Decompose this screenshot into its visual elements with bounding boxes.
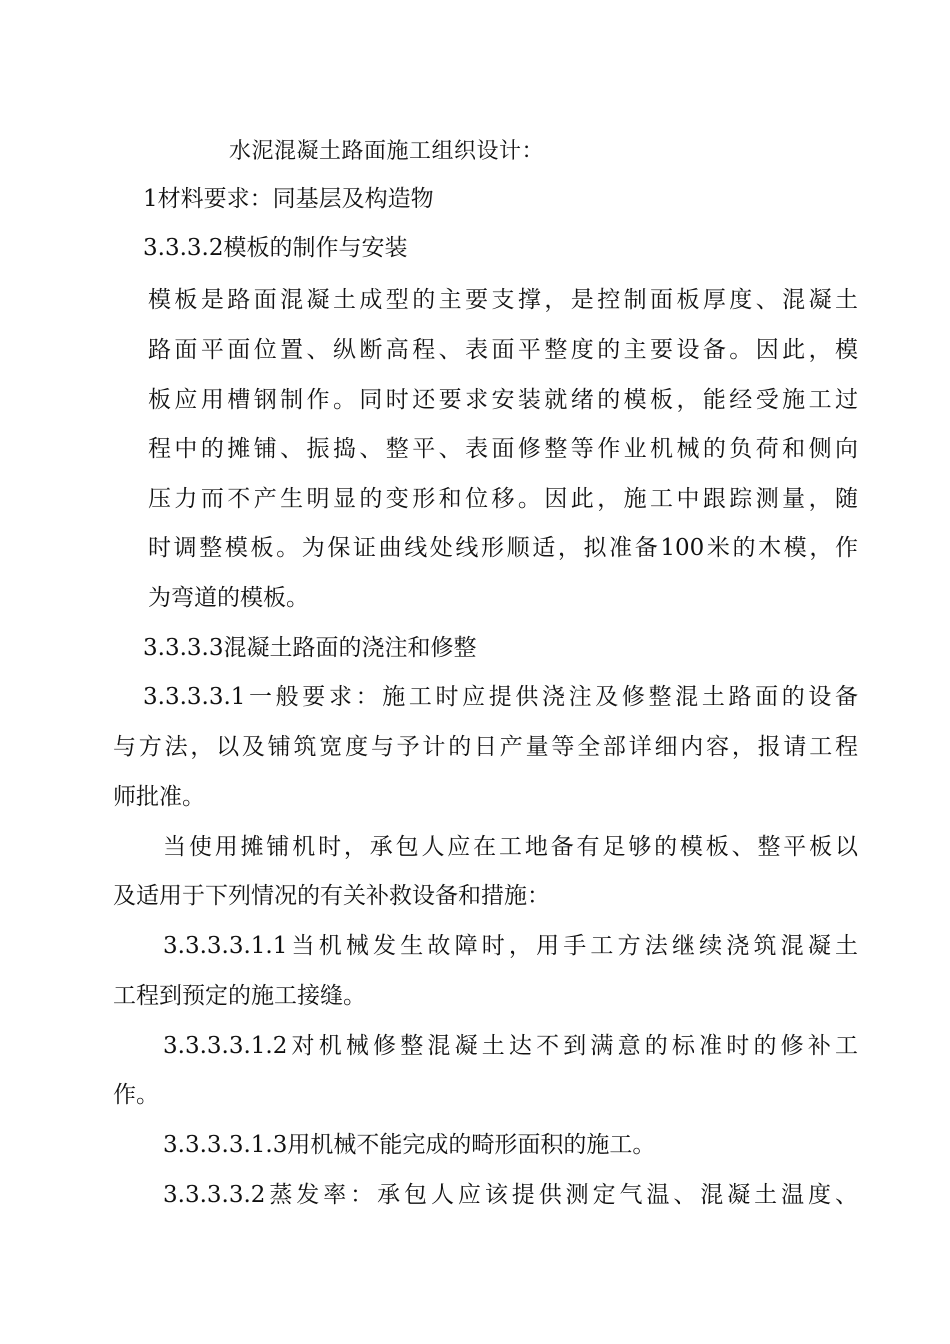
paragraph-line: 及适用于下列情况的有关补救设备和措施： bbox=[113, 883, 550, 909]
list-item-line: 工程到预定的施工接缝。 bbox=[113, 983, 366, 1009]
document-title: 水泥混凝土路面施工组织设计： bbox=[229, 139, 545, 164]
list-item-line: 3.3.3.3.2蒸发率：承包人应该提供测定气温、混凝土温度、 bbox=[163, 1182, 858, 1208]
paragraph-line: 路面平面位置、纵断高程、表面平整度的主要设备。因此，模 bbox=[148, 337, 858, 363]
list-item-line: 3.3.3.3.1.1当机械发生故障时，用手工方法继续浇筑混凝土 bbox=[163, 933, 858, 959]
paragraph-line: 3.3.3.3.1一般要求：施工时应提供浇注及修整混土路面的设备 bbox=[143, 684, 858, 710]
paragraph-line: 程中的摊铺、振捣、整平、表面修整等作业机械的负荷和侧向 bbox=[148, 436, 858, 462]
paragraph-line: 为弯道的模板。 bbox=[148, 585, 309, 611]
paragraph-line: 板应用槽钢制作。同时还要求安装就绪的模板，能经受施工过 bbox=[148, 387, 858, 413]
paragraph-line: 当使用摊铺机时，承包人应在工地备有足够的模板、整平板以 bbox=[163, 834, 858, 860]
paragraph-line: 压力而不产生明显的变形和位移。因此，施工中跟踪测量，随 bbox=[148, 486, 858, 512]
paragraph-line: 师批准。 bbox=[113, 784, 205, 810]
paragraph-line: 模板是路面混凝土成型的主要支撑，是控制面板厚度、混凝土 bbox=[148, 287, 858, 313]
section-heading-3333: 3.3.3.3混凝土路面的浇注和修整 bbox=[143, 635, 477, 661]
material-requirement-line: 1材料要求：同基层及构造物 bbox=[143, 186, 434, 212]
list-item-line: 作。 bbox=[113, 1082, 159, 1108]
section-heading-3332: 3.3.3.2模板的制作与安装 bbox=[143, 235, 408, 261]
list-item-line: 3.3.3.3.1.3用机械不能完成的畸形面积的施工。 bbox=[163, 1132, 656, 1158]
paragraph-line: 时调整模板。为保证曲线处线形顺适，拟准备100米的木模，作 bbox=[148, 535, 858, 561]
paragraph-line: 与方法，以及铺筑宽度与予计的日产量等全部详细内容，报请工程 bbox=[113, 734, 858, 760]
list-item-line: 3.3.3.3.1.2对机械修整混凝土达不到满意的标准时的修补工 bbox=[163, 1033, 858, 1059]
